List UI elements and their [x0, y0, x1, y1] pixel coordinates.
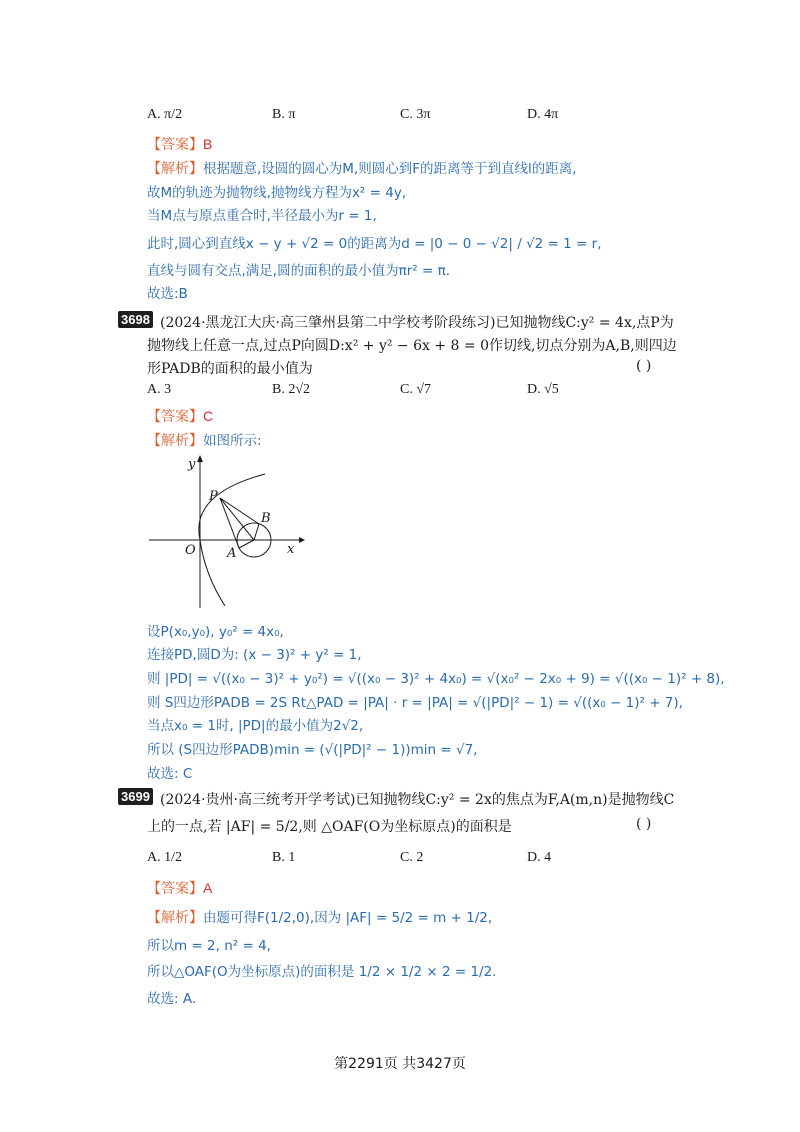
option-a: A. 1/2 [147, 850, 182, 865]
solution-line [147, 429, 262, 450]
question-stem: (2024·黑龙江大庆·高三肇州县第二中学校考阶段练习)已知抛物线C:y² = 4x,点P为 [160, 315, 674, 331]
solution-text: 此时,圆心到直线x − y + √2 = 0的距离为d = |0 − 0 − √2| / √2 = 1 = r, [147, 236, 602, 252]
option-a: A. 3 [147, 382, 172, 397]
label-y: y [188, 457, 196, 472]
question-number: 3699 [118, 788, 153, 805]
question-stem: 抛物线上任意一点,过点P向圆D:x² + y² − 6x + 8 = 0作切线,切点分别为A,B,则四边 [147, 338, 677, 354]
option-b: B. 2√2 [272, 382, 311, 397]
solution-text: 当M点与原点重合时,半径最小为r = 1, [147, 208, 377, 224]
label-o: O [185, 543, 196, 558]
question-stem: 形PADB的面积的最小值为 [147, 361, 313, 377]
solution-text: 故选: C [147, 766, 193, 782]
question-stem: (2024·贵州·高三统考开学考试)已知抛物线C:y² = 2x的焦点为F,A(m,n)是抛物线C [160, 792, 675, 808]
question-stem: 上的一点,若 |AF| = 5/2,则 △OAF(O为坐标原点)的面积是 [147, 819, 512, 835]
option-b: B. 1 [272, 850, 296, 865]
solution-text: 故选:B [147, 286, 188, 302]
solution-text: 当点x₀ = 1时, |PD|的最小值为2√2, [147, 718, 364, 734]
radius-da [239, 540, 254, 548]
label-b: B [261, 511, 271, 526]
segment-pd [220, 498, 254, 540]
answer-label: 【答案】 [147, 137, 203, 153]
question-number: 3698 [118, 311, 153, 328]
solution-text: 故选: A. [147, 991, 197, 1007]
solution-text: 如图所示: [203, 433, 262, 449]
option-c: C. 2 [400, 850, 424, 865]
tangent-pb [220, 498, 259, 524]
answer-label: 【答案】 [147, 409, 203, 425]
solution-text: 则 |PD| = √((x₀ − 3)² + y₀²) = √((x₀ − 3)² + 4x₀) = √(x₀² − 2x₀ + 9) = √((x₀ − 1)² + 8), [147, 671, 725, 687]
solution-text: 连接PD,圆D为: (x − 3)² + y² = 1, [147, 647, 362, 663]
solution-text: 根据题意,设圆的圆心为M,则圆心到F的距离等于到直线l的距离, [203, 161, 577, 177]
solution-text: 所以△OAF(O为坐标原点)的面积是 1/2 × 1/2 × 2 = 1/2. [147, 964, 497, 980]
option-b: B. π [272, 107, 296, 122]
solution-text: 所以 (S四边形PADB)min = (√(|PD|² − 1))min = √7, [147, 742, 478, 758]
option-c: C. √7 [400, 382, 432, 397]
answer-value: C [203, 408, 214, 424]
solution-line [147, 906, 492, 927]
answer-bracket: ( ) [636, 358, 652, 374]
option-d: D. 4 [527, 850, 552, 865]
solution-label: 【解析】 [147, 910, 203, 926]
answer-line [147, 406, 213, 426]
label-p: P [209, 489, 218, 504]
solution-text: 直线与圆有交点,满足,圆的面积的最小值为πr² = π. [147, 263, 450, 279]
label-x: x [287, 542, 295, 557]
option-c: C. 3π [400, 107, 431, 122]
solution-text: 则 S四边形PADB = 2S Rt△PAD = |PA| · r = |PA| = √(|PD|² − 1) = √((x₀ − 1)² + 7), [147, 695, 683, 711]
answer-value: A [203, 880, 213, 896]
solution-text: 设P(x₀,y₀), y₀² = 4x₀, [147, 624, 284, 640]
solution-text: 所以m = 2, n² = 4, [147, 938, 271, 954]
option-d: D. √5 [527, 382, 559, 397]
answer-line [147, 878, 212, 898]
solution-label: 【解析】 [147, 161, 203, 177]
option-a: A. π/2 [147, 107, 183, 122]
answer-line [147, 134, 212, 154]
x-axis-arrow [299, 537, 305, 543]
option-d: D. 4π [527, 107, 559, 122]
parabola-circle-diagram [147, 450, 307, 610]
label-a: A [227, 546, 237, 561]
solution-text: 由题可得F(1/2,0),因为 |AF| = 5/2 = m + 1/2, [203, 910, 493, 926]
answer-bracket: ( ) [636, 816, 652, 832]
y-axis-arrow [197, 455, 203, 462]
answer-value: B [203, 136, 213, 152]
page-footer: 第2291页 共3427页 [334, 1056, 466, 1072]
solution-label: 【解析】 [147, 433, 203, 449]
solution-line [147, 157, 577, 178]
answer-label: 【答案】 [147, 881, 203, 897]
solution-text: 故M的轨迹为抛物线,抛物线方程为x² = 4y, [147, 185, 407, 201]
radius-db [254, 524, 259, 540]
